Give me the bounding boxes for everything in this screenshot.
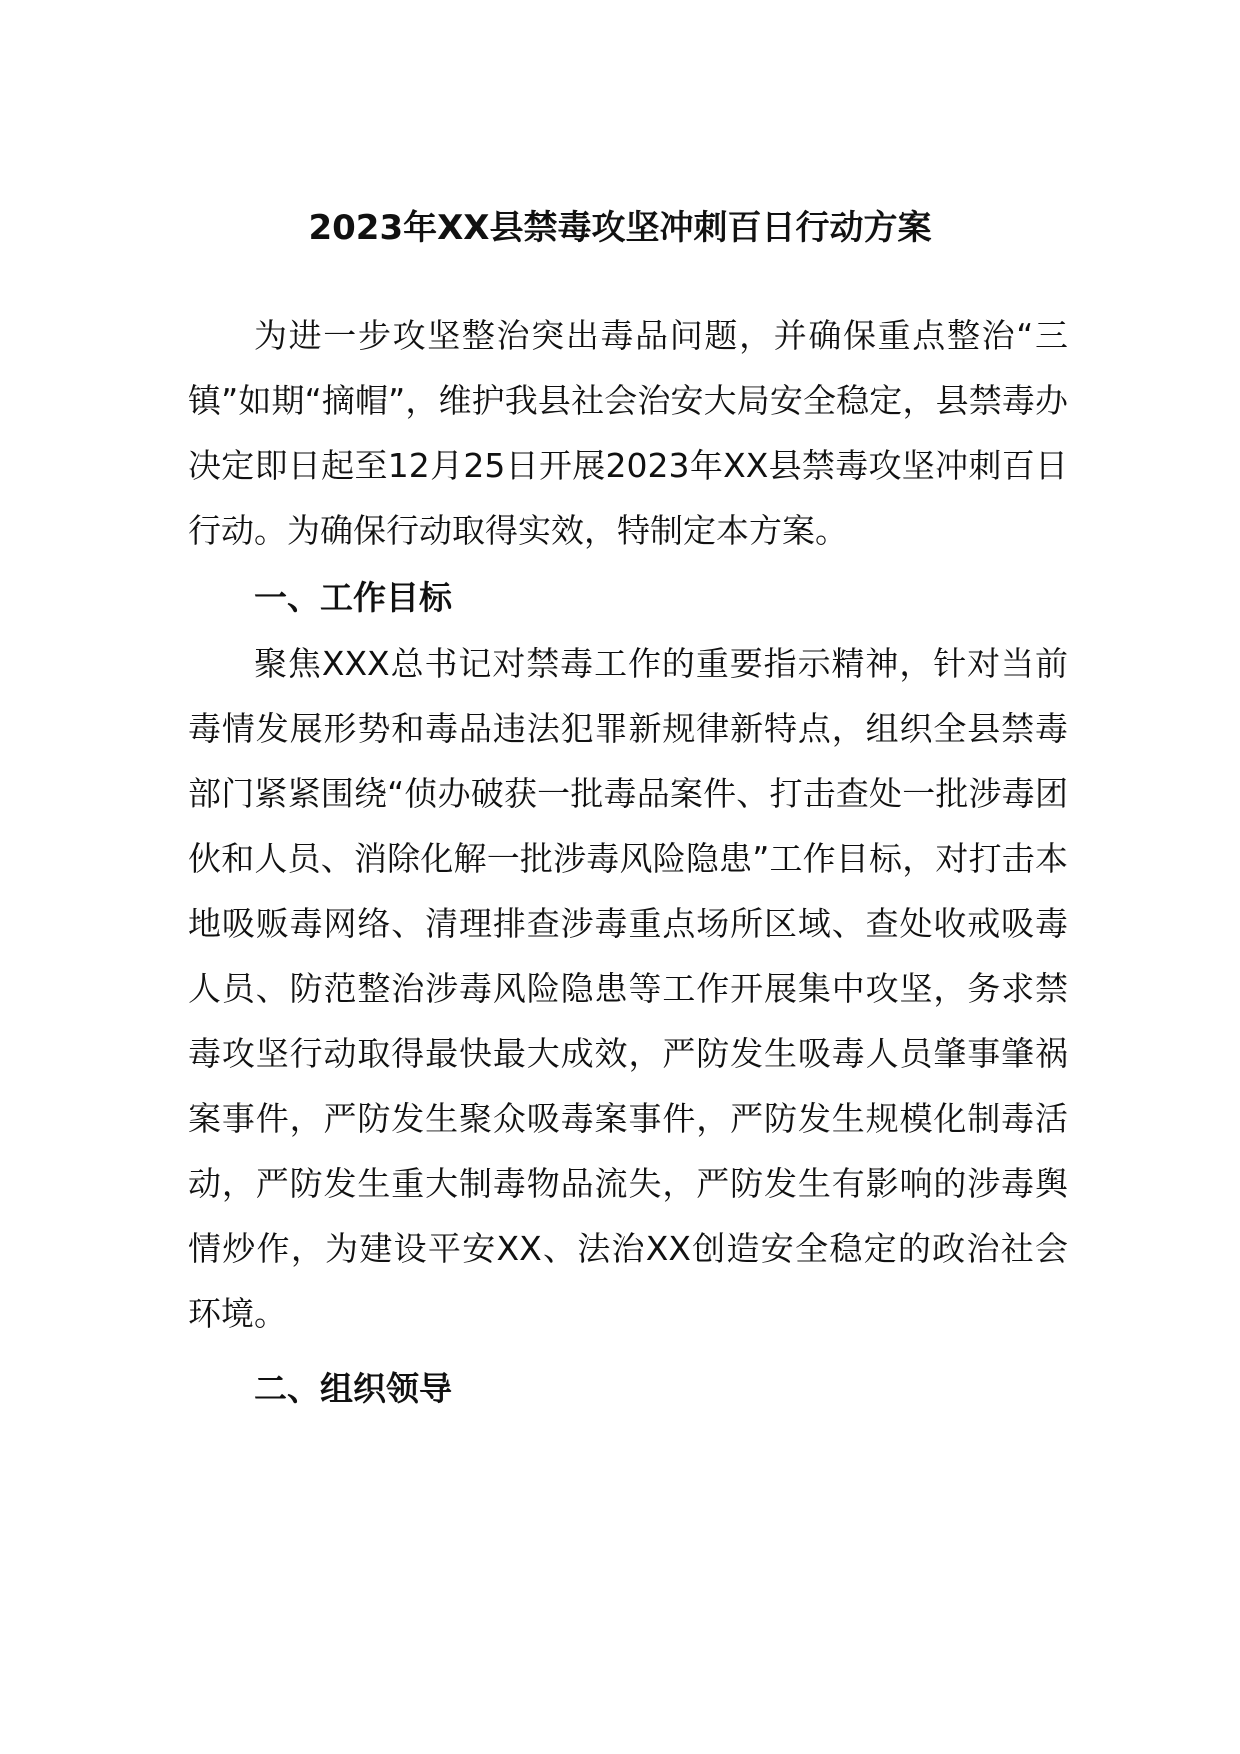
section-heading-goals: 一、工作目标 — [254, 578, 452, 617]
document-title: 2023年XX县禁毒攻坚冲刺百日行动方案 — [308, 208, 932, 248]
intro-paragraph: 为进一步攻坚整治突出毒品问题，并确保重点整治“三镇”如期“摘帽”，维护我县社会治安大局安全稳定，县禁毒办决定即日起至12月25日开展2023年XX县禁毒攻坚冲刺百日行动。为确保行动取得实效，特制定本方案。 — [188, 316, 1068, 550]
section-heading-leadership: 二、组织领导 — [254, 1369, 452, 1408]
document-body — [188, 303, 1068, 1421]
goals-paragraph: 聚焦XXX总书记对禁毒工作的重要指示精神，针对当前毒情发展形势和毒品违法犯罪新规律新特点，组织全县禁毒部门紧紧围绕“侦办破获一批毒品案件、打击查处一批涉毒团伙和人员、消除化解一批涉毒风险隐患”工作目标，对打击本地吸贩毒网络、清理排查涉毒重点场所区域、查处收戒吸毒人员、防范整治涉毒风险隐患等工作开展集中攻坚，务求禁毒攻坚行动取得最快最大成效，严防发生吸毒人员肇事肇祸案事件，严防发生聚众吸毒案事件，严防发生规模化制毒活动，严防发生重大制毒物品流失，严防发生有影响的涉毒舆情炒作，为建设平安XX、法治XX创造安全稳定的政治社会环境。 — [188, 644, 1068, 1333]
